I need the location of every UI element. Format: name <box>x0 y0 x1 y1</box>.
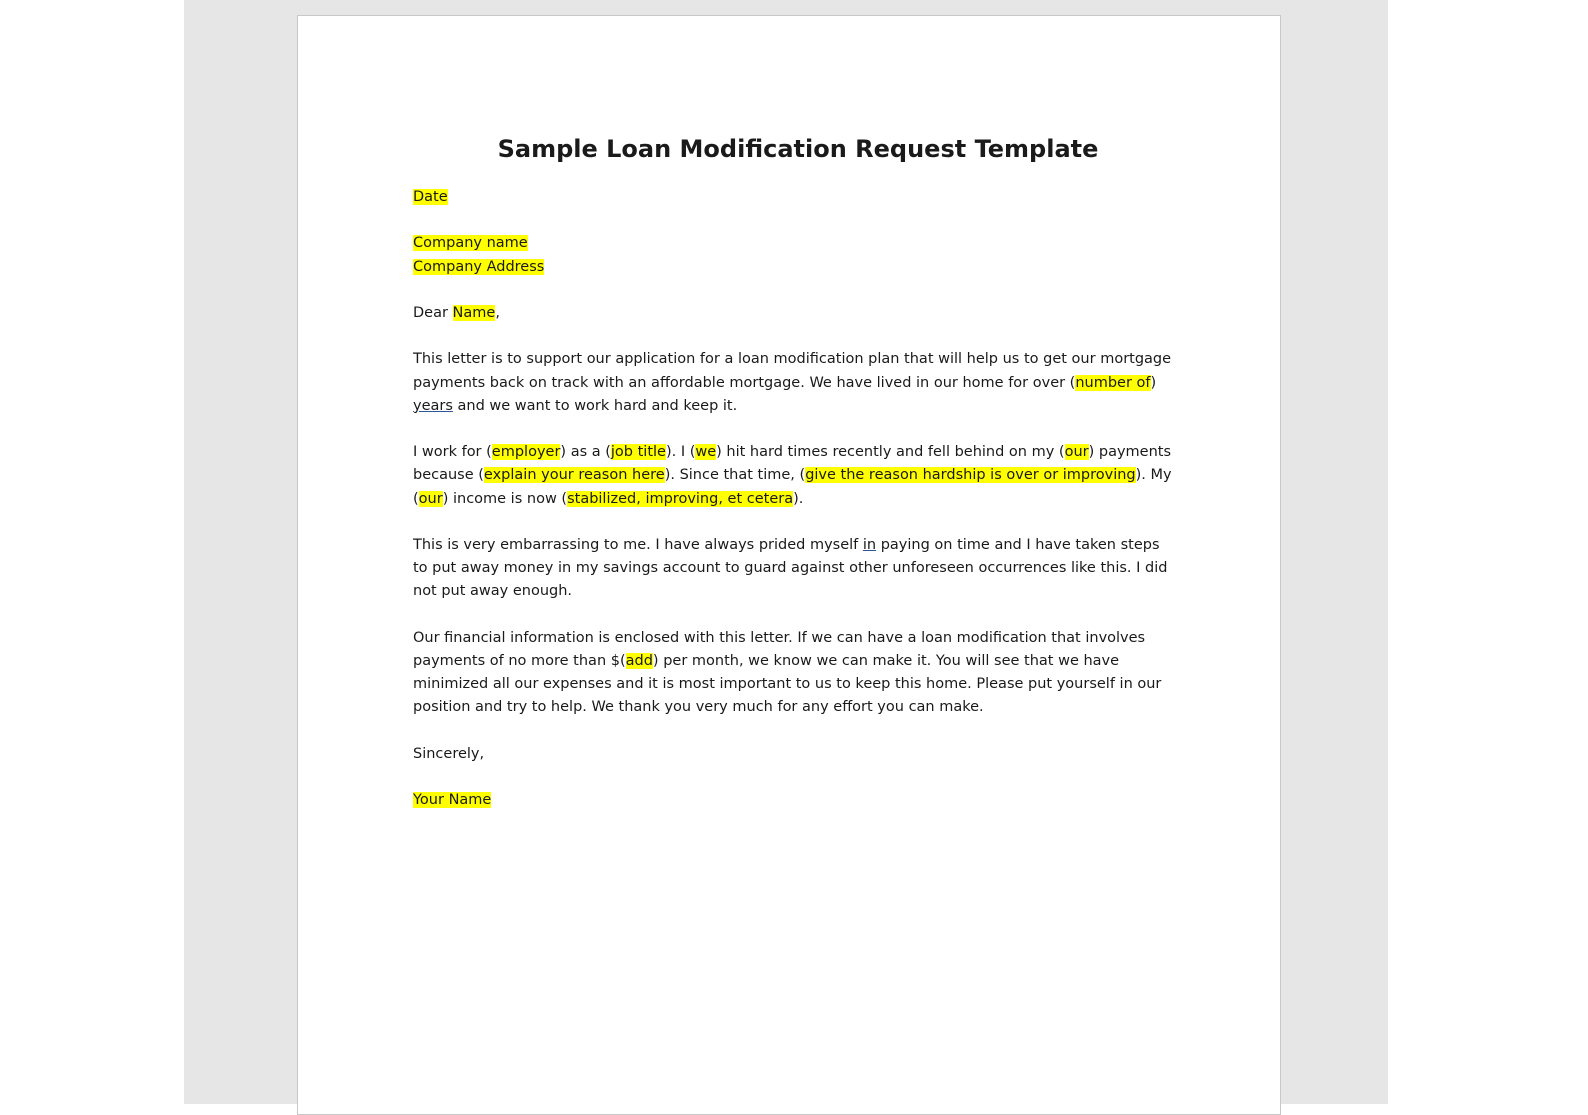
paragraph-employment <box>413 441 1173 511</box>
hardship-placeholder: give the reason hardship is over or improving <box>805 467 1136 484</box>
p2-t1: I work for ( <box>413 444 492 461</box>
p2-t8: ) income is now ( <box>442 490 568 507</box>
p4-t1: Our financial information is enclosed with this letter. If we can have a loan modification that involves payments of no more than $( <box>413 629 1146 669</box>
p3-t2: paying on time and I have taken steps to put away money in my savings account to guard against other unforeseen occurrences like this. I did not put away enough. <box>413 536 1168 600</box>
p3-t1: This is very embarrassing to me. I have always prided myself <box>413 536 863 553</box>
p2-t7: ). My ( <box>413 467 1172 507</box>
income-status-placeholder: stabilized, improving, et cetera <box>567 490 794 507</box>
signature-line <box>413 789 1173 812</box>
reason-placeholder: explain your reason here <box>483 467 665 484</box>
number-of-placeholder: number of <box>1075 374 1151 391</box>
your-name-placeholder: Your Name <box>413 792 492 809</box>
company-name-placeholder: Company name <box>413 235 528 252</box>
amount-placeholder: add <box>625 652 653 669</box>
document-body[interactable] <box>413 132 1173 836</box>
employer-placeholder: employer <box>491 444 561 461</box>
our-placeholder-1: our <box>1064 444 1089 461</box>
paragraph-financial <box>413 627 1173 720</box>
paragraph-embarrassing <box>413 534 1173 604</box>
date-line <box>413 186 1173 209</box>
recipient-block <box>413 232 1173 278</box>
we-placeholder: we <box>695 444 717 461</box>
salutation-name-placeholder: Name <box>452 304 496 321</box>
document-title: Sample Loan Modification Request Template <box>497 135 1099 163</box>
p1-paren: ) <box>1150 374 1157 391</box>
salutation-prefix: Dear <box>413 304 453 321</box>
document-page[interactable] <box>297 15 1281 1115</box>
closing: Sincerely, <box>413 745 485 762</box>
company-address-placeholder: Company Address <box>413 258 545 275</box>
date-placeholder: Date <box>413 189 448 205</box>
in-word: in <box>862 536 877 553</box>
our-placeholder-2: our <box>418 490 443 507</box>
salutation <box>413 302 1173 325</box>
salutation-suffix: , <box>495 304 500 321</box>
paragraph-intro <box>413 348 1173 418</box>
p2-t6: ). Since that time, ( <box>664 467 806 484</box>
p1-text-b: and we want to work hard and keep it. <box>452 397 738 414</box>
p2-t3: ). I ( <box>665 444 696 461</box>
job-title-placeholder: job title <box>610 444 666 461</box>
p2-t9: ). <box>793 490 804 507</box>
p4-t2: ) per month, we know we can make it. You will see that we have minimized all our expenses and it is most important to us to keep this home. Please put yourself in our position and try to help. We thank you very much for any effort you can make. <box>413 652 1162 716</box>
p2-t5: ) payments because ( <box>413 444 1172 484</box>
p2-t4: ) hit hard times recently and fell behind on my ( <box>716 444 1065 461</box>
document-canvas <box>184 0 1388 1104</box>
p2-t2: ) as a ( <box>560 444 611 461</box>
p1-text-a: This letter is to support our application for a loan modification plan that will help us to get our mortgage payments back on track with an affordable mortgage. We have lived in our home for over ( <box>413 351 1172 391</box>
years-word: years <box>413 397 453 414</box>
